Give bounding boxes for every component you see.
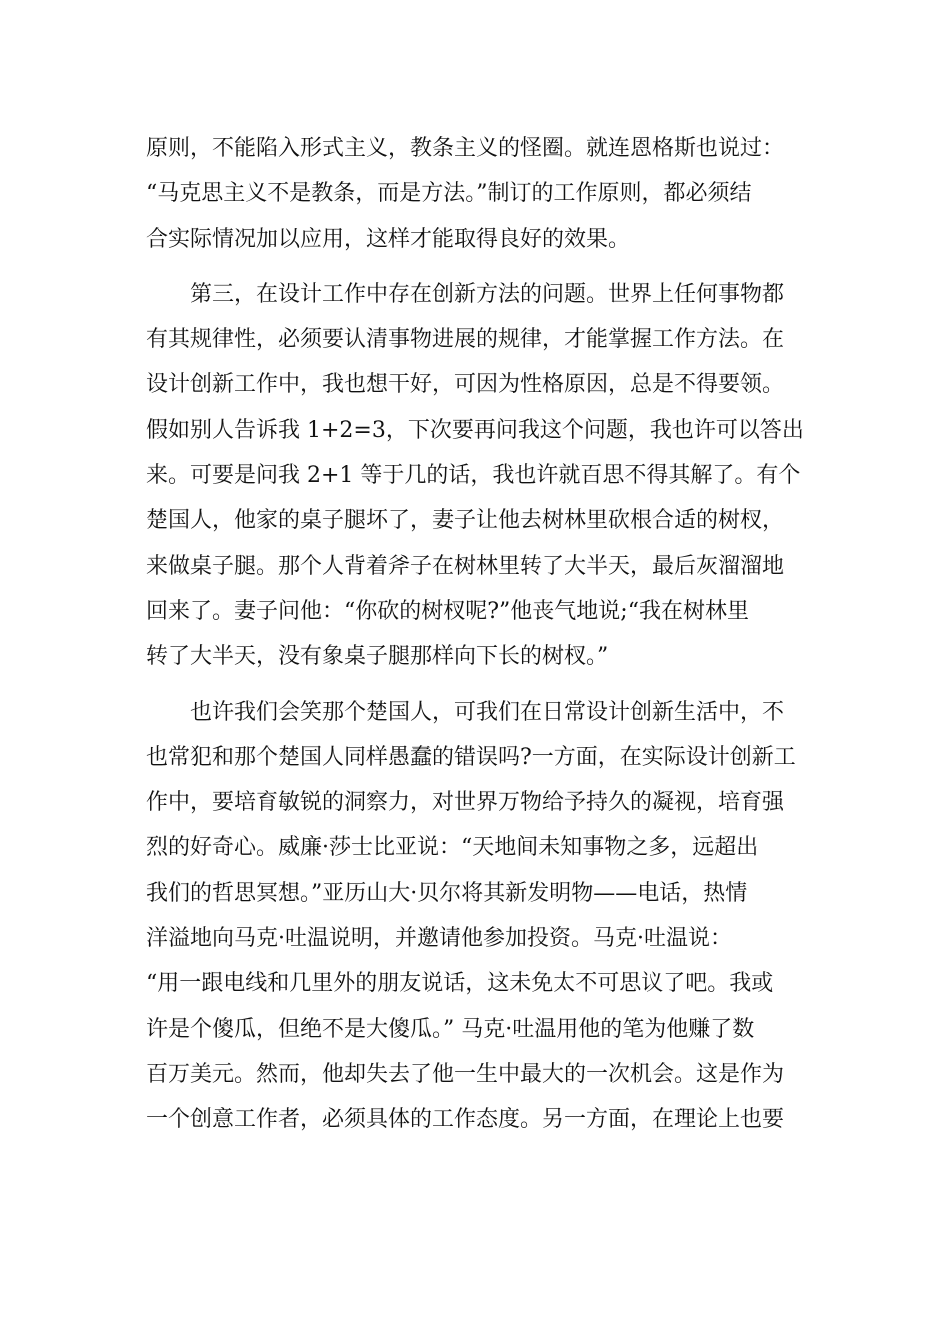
text-line: 第三，在设计工作中存在创新方法的问题。世界上任何事物都	[146, 281, 785, 307]
paragraph-spacer	[146, 262, 810, 272]
text-line: 假如别人告诉我 1+2=3，下次要再问我这个问题，我也许可以答出	[146, 417, 804, 443]
text-line: 来。可要是问我 2+1 等于几的话，我也许就百思不得其解了。有个	[146, 463, 801, 489]
text-line: 回来了。妻子问他：“你砍的树杈呢?”他丧气地说;“我在树林里	[146, 598, 749, 624]
text-line: 一个创意工作者，必须具体的工作态度。另一方面，在理论上也要	[146, 1107, 785, 1133]
paragraph-1	[146, 126, 810, 262]
text-line: 百万美元。然而，他却失去了他一生中最大的一次机会。这是作为	[146, 1061, 785, 1087]
text-line: 许是个傻瓜，但绝不是大傻瓜。” 马克·吐温用他的笔为他赚了数	[146, 1016, 755, 1042]
text-line: 我们的哲思冥想。”亚历山大·贝尔将其新发明物——电话，热情	[146, 880, 748, 906]
text-line: 楚国人，他家的桌子腿坏了，妻子让他去树林里砍根合适的树杈，	[146, 508, 785, 534]
text-line: “马克思主义不是教条，而是方法。”制订的工作原则，都必须结	[146, 181, 752, 207]
text-line: 也许我们会笑那个楚国人，可我们在日常设计创新生活中，不	[146, 699, 785, 725]
paragraph-2	[146, 272, 810, 680]
paragraph-spacer	[146, 680, 810, 690]
document-body	[146, 126, 810, 1143]
text-line: 转了大半天，没有象桌子腿那样向下长的树杈。”	[146, 644, 609, 670]
text-line: 合实际情况加以应用，这样才能取得良好的效果。	[146, 226, 631, 252]
text-line: 也常犯和那个楚国人同样愚蠢的错误吗?一方面，在实际设计创新工	[146, 744, 796, 770]
text-line: 原则，不能陷入形式主义，教条主义的怪圈。就连恩格斯也说过：	[146, 136, 785, 161]
text-line: 烈的好奇心。威廉·莎士比亚说：“天地间未知事物之多，远超出	[146, 835, 759, 861]
text-line: 洋溢地向马克·吐温说明，并邀请他参加投资。马克·吐温说：	[146, 926, 732, 952]
text-line: 作中，要培育敏锐的洞察力，对世界万物给予持久的凝视，培育强	[146, 790, 785, 816]
text-line: 有其规律性，必须要认清事物进展的规律，才能掌握工作方法。在	[146, 327, 785, 353]
text-line: 来做桌子腿。那个人背着斧子在树林里转了大半天，最后灰溜溜地	[146, 553, 785, 579]
text-line: “用一跟电线和几里外的朋友说话，这未免太不可思议了吧。我或	[146, 971, 774, 997]
paragraph-3	[146, 690, 810, 1143]
text-line: 设计创新工作中，我也想干好，可因为性格原因，总是不得要领。	[146, 372, 785, 398]
